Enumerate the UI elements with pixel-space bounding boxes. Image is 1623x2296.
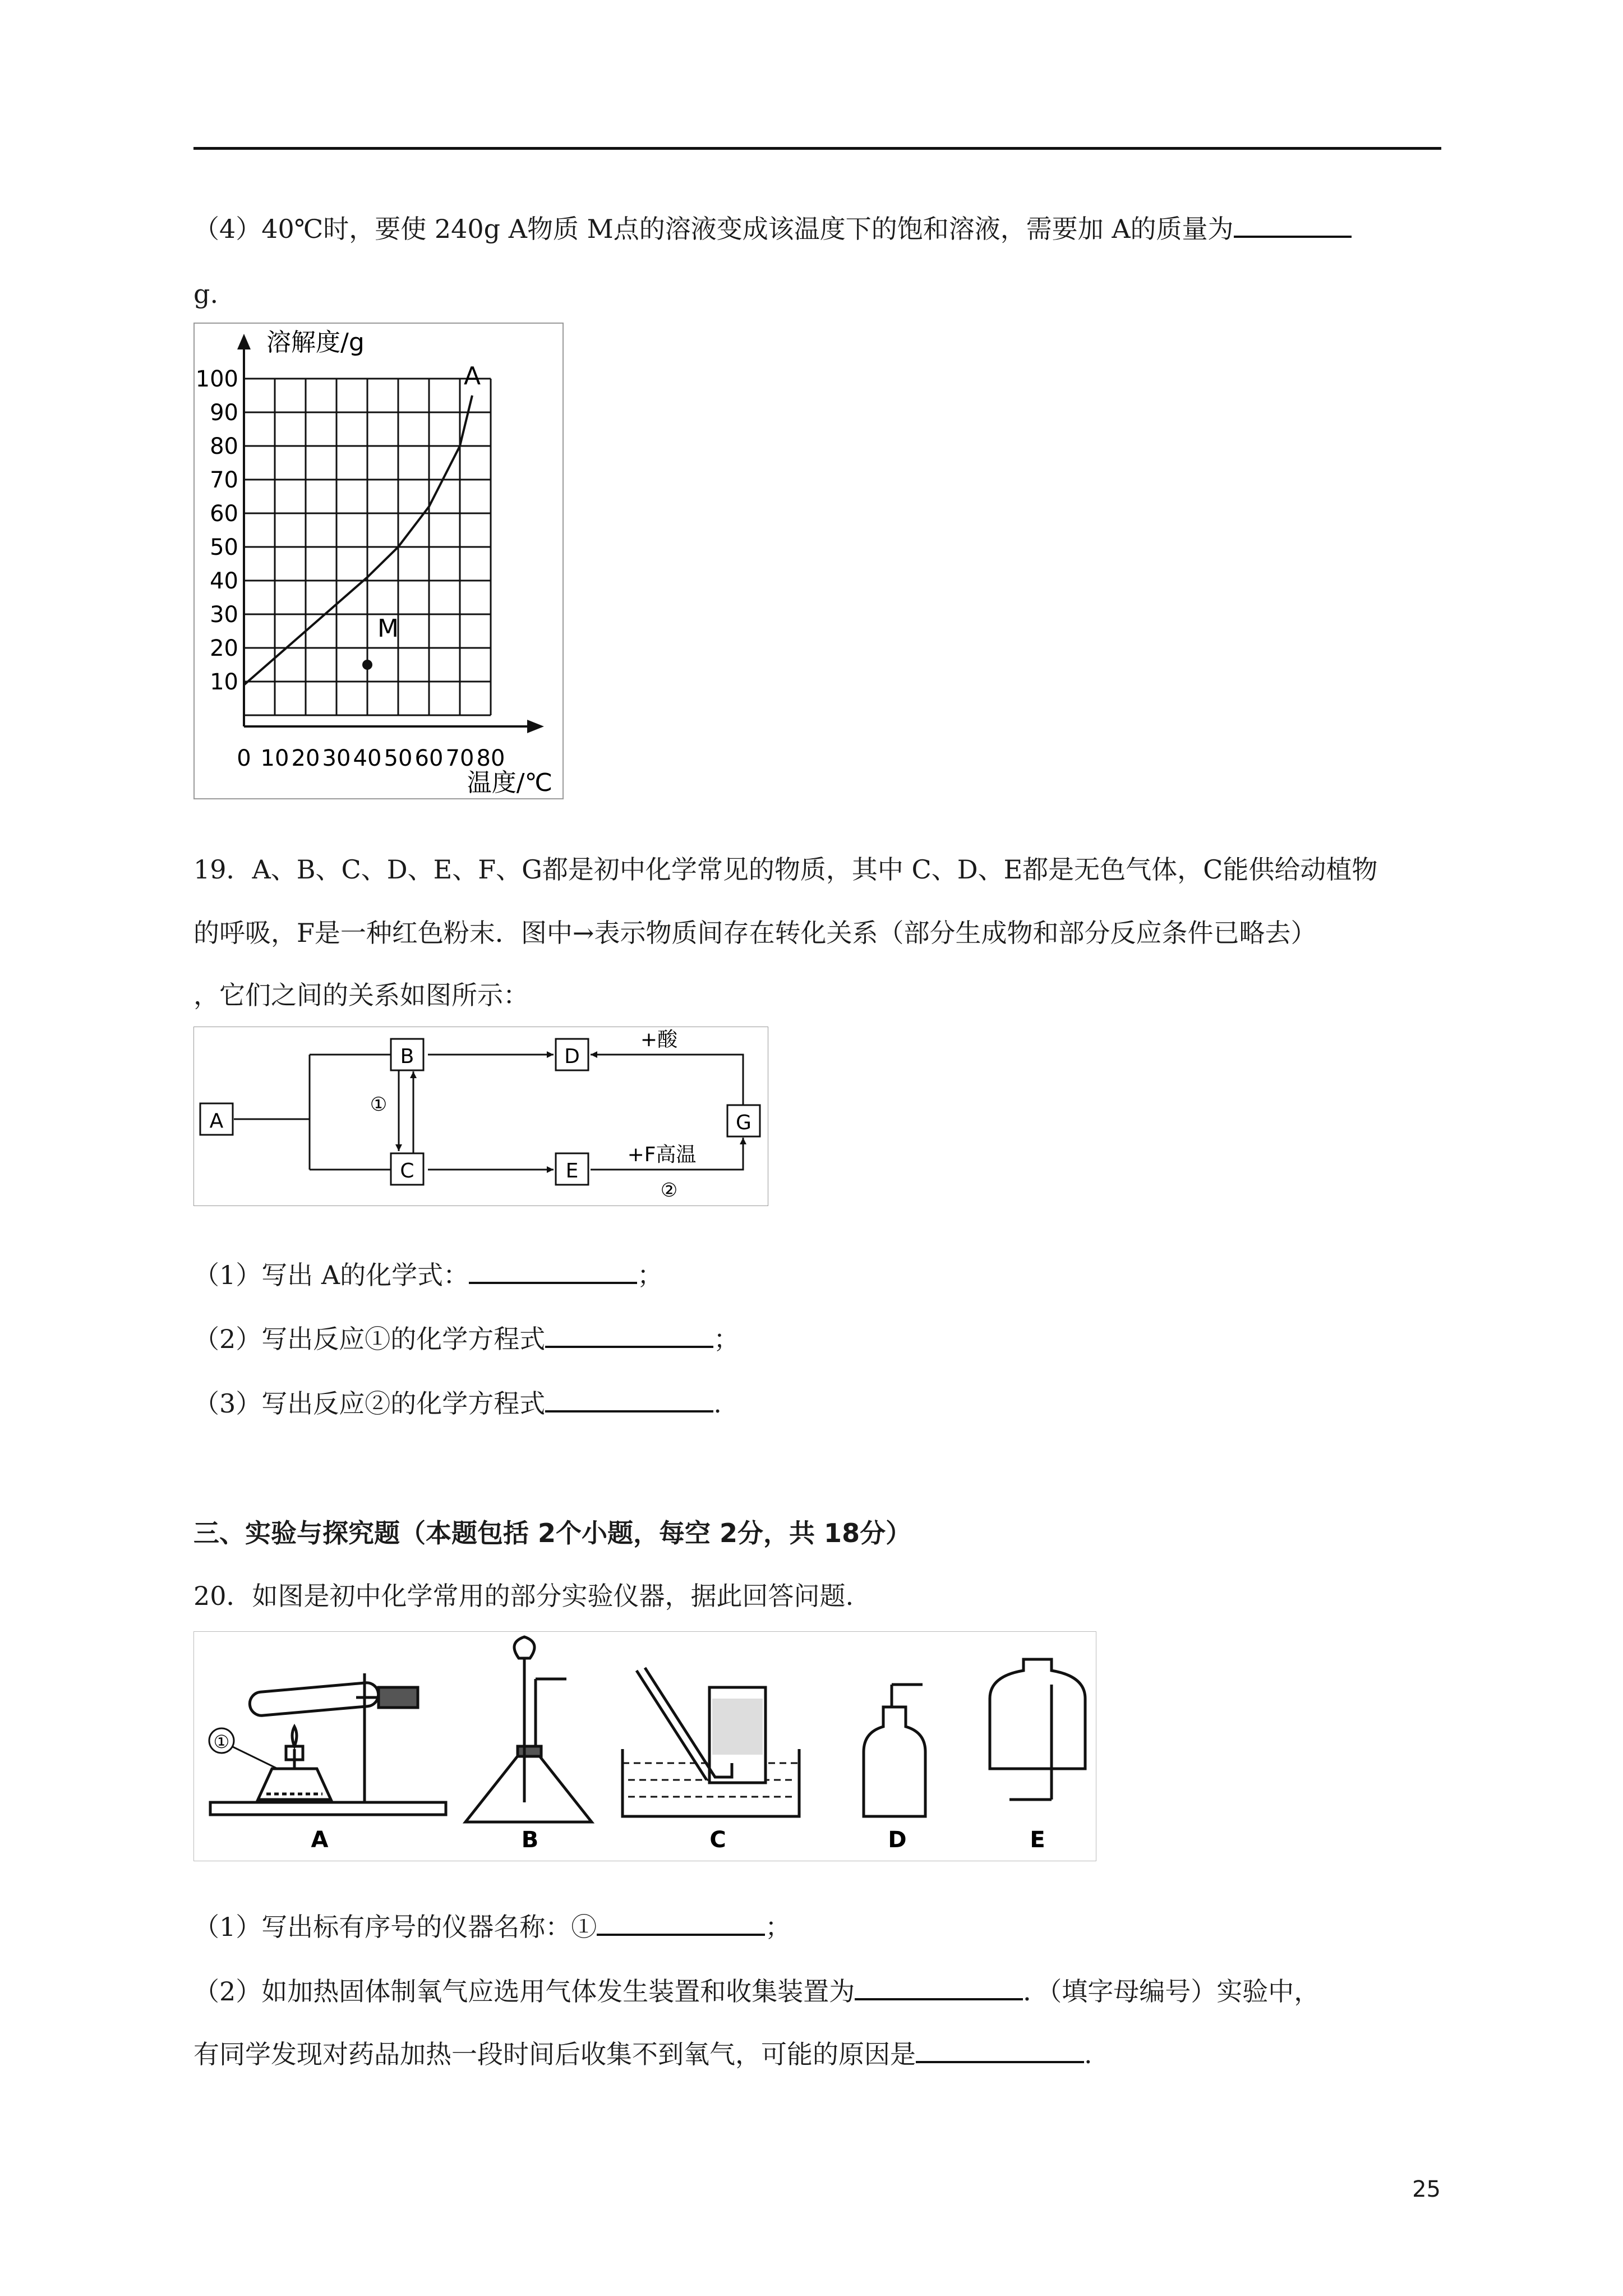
apparatus-c-label: C [709,1827,726,1853]
y-tick-label: 50 [210,535,238,560]
q20-sub2-text: （2）如加热固体制氧气应选用气体发生装置和收集装置为 [193,1976,855,2007]
figure-frame [193,1631,1096,1861]
q19-sub3-end: . [713,1388,722,1419]
page-number: 25 [1412,2177,1441,2202]
y-axis-label: 溶解度/g [266,328,365,357]
answer-blank[interactable] [545,1388,713,1412]
point-m-label: M [377,614,399,643]
x-axis-arrow [527,720,544,733]
x-tick-label: 30 [322,746,351,771]
apparatus-d-bottle [864,1685,925,1816]
y-axis-arrow [237,334,251,349]
x-tick-label: 20 [291,746,320,771]
answer-blank[interactable] [469,1259,637,1284]
x-tick-label: 10 [260,746,289,771]
apparatus-c-water-trough [623,1668,799,1816]
section-3-title: 三、实验与探究题（本题包括 2个小题，每空 2分，共 18分） [193,1518,912,1548]
circle-1-label: ① [213,1731,230,1752]
apparatus-b-flask [465,1637,592,1822]
answer-blank[interactable] [545,1323,713,1348]
q19-line2: 的呼吸，F是一种红色粉末．图中→表示物质间存在转化关系（部分生成物和部分反应条件已略去） [193,918,1317,948]
series-label-a: A [464,362,481,390]
header-rule [193,147,1441,150]
x-tick-label: 70 [445,746,474,771]
y-tick-label: 70 [210,467,238,493]
solubility-chart [193,323,564,799]
q20-sub1 [193,1910,791,1944]
q20-sub2-end: ．（填字母编号）实验中， [1023,1976,1320,2007]
q18-part4-text: （4）40℃时，要使 240g A物质 M点的溶液变成该温度下的饱和溶液，需要加 A的质量为 [193,214,1234,244]
answer-blank[interactable] [855,1976,1023,2000]
answer-blank[interactable] [916,2039,1084,2063]
node-d-label: D [564,1045,580,1068]
node-c-label: C [400,1159,414,1182]
node-g-label: G [736,1111,751,1134]
series-line-a [244,395,472,685]
y-tick-label: 40 [210,568,238,594]
q20-sub2-line2-text: 有同学发现对药品加热一段时间后收集不到氧气，可能的原因是 [193,2039,916,2069]
reaction-2-label: ② [660,1179,678,1202]
y-tick-label: 80 [210,434,238,459]
q19-sub3 [193,1387,722,1420]
apparatus-b-label: B [521,1827,539,1853]
y-tick-label: 10 [210,669,238,695]
f-high-temp-label: +F高温 [627,1143,697,1166]
y-tick-label: 60 [210,501,238,527]
q19-sub1-text: （1）写出 A的化学式： [193,1260,469,1290]
arrow-g-to-d [591,1055,743,1105]
reaction-1-label: ① [370,1093,388,1116]
answer-blank[interactable] [1234,213,1352,238]
y-tick-label: 100 [195,366,238,392]
q18-part4-line2: g. [193,279,219,309]
q20-sub2-line1 [193,1975,1320,2008]
apparatus-a-label: A [311,1827,329,1853]
q19-sub1 [193,1258,663,1292]
node-b-label: B [400,1045,414,1068]
q19-sub2-text: （2）写出反应①的化学方程式 [193,1324,546,1354]
point-m [362,660,372,670]
answer-blank[interactable] [597,1911,765,1936]
q20-sub1-text: （1）写出标有序号的仪器名称：① [193,1912,597,1942]
q19-line3: ，它们之间的关系如图所示： [193,980,529,1010]
q20-sub2-line2-end: . [1084,2039,1092,2069]
x-axis-label: 温度/℃ [467,769,552,797]
q19-sub2 [193,1322,739,1356]
apparatus-figure [193,1631,1096,1861]
y-tick-label: 20 [210,636,238,661]
q18-part4-line1 [193,212,1352,246]
x-tick-label: 80 [476,746,505,771]
apparatus-e-label: E [1030,1827,1045,1853]
apparatus-e-gas-jar [990,1659,1085,1800]
q20-intro: 20．如图是初中化学常用的部分实验仪器，据此回答问题. [193,1581,854,1611]
node-a-label: A [209,1110,224,1133]
apparatus-d-label: D [888,1827,907,1853]
acid-label: +酸 [640,1028,678,1051]
x-tick-label: 0 [237,746,251,771]
q20-sub2-line2 [193,2037,1092,2071]
q19-sub3-text: （3）写出反应②的化学方程式 [193,1388,546,1419]
q19-sub1-end: ； [637,1260,663,1290]
y-tick-label: 30 [210,602,238,628]
x-tick-label: 40 [353,746,382,771]
q19-line1: 19．A、B、C、D、E、F、G都是初中化学常见的物质，其中 C、D、E都是无色气体，C能供给动植物 [193,854,1378,885]
x-tick-label: 50 [384,746,413,771]
diagram-frame [193,1027,768,1206]
node-e-label: E [565,1159,579,1182]
relationship-diagram [193,1027,768,1206]
q19-sub2-end: ； [713,1324,740,1354]
q20-sub1-end: ； [765,1912,791,1942]
apparatus-a-heating-setup [209,1673,446,1815]
y-tick-label: 90 [210,400,238,426]
x-tick-label: 60 [414,746,444,771]
